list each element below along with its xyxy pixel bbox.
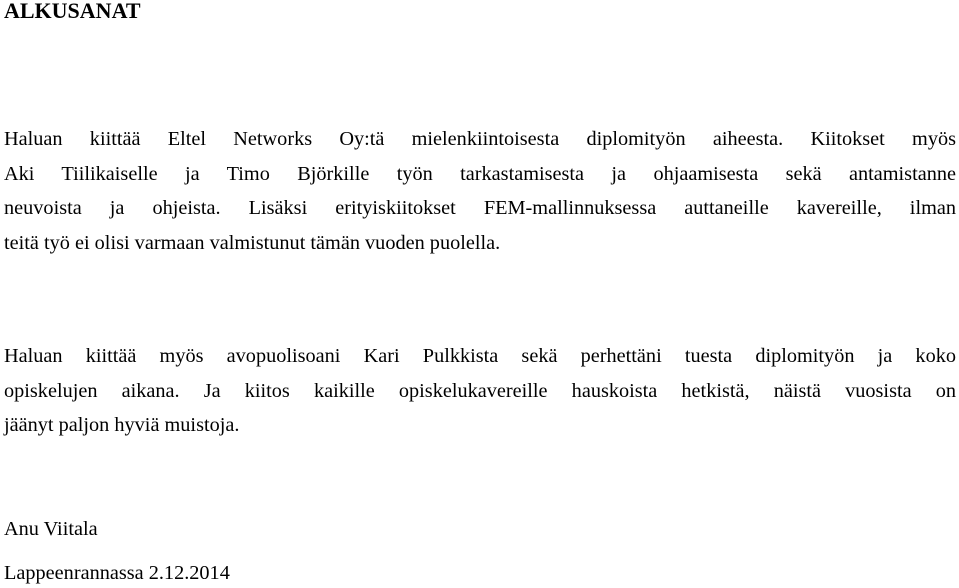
signature-name: Anu Viitala xyxy=(4,518,98,540)
paragraph-line: opiskelujen aikana. Ja kiitos kaikille opiskelukavereille hauskoista hetkistä, näistä vuosista on xyxy=(4,379,956,402)
page-title: ALKUSANAT xyxy=(4,0,141,23)
paragraph-line: Haluan kiittää Eltel Networks Oy:tä mielenkiintoisesta diplomityön aiheesta. Kiitokset myös xyxy=(4,128,956,150)
paragraph-line: jäänyt paljon hyviä muistoja. xyxy=(4,414,240,436)
paragraph-line: teitä työ ei olisi varmaan valmistunut tämän vuoden puolella. xyxy=(4,231,501,254)
paragraph-line: Aki Tiilikaiselle ja Timo Björkille työn tarkastamisesta ja ohjaamisesta sekä antamistanne xyxy=(4,162,956,185)
acknowledgement-paragraph-2 xyxy=(4,339,956,443)
paragraph-line: neuvoista ja ohjeista. Lisäksi erityiskiitokset FEM-mallinnuksessa auttaneille kavereille, ilman xyxy=(4,197,956,219)
paragraph-line: Haluan kiittää myös avopuolisoani Kari Pulkkista sekä perhettäni tuesta diplomityön ja koko xyxy=(4,345,956,367)
acknowledgement-paragraph-1 xyxy=(4,122,956,260)
signature-place-date: Lappeenrannassa 2.12.2014 xyxy=(4,562,230,584)
